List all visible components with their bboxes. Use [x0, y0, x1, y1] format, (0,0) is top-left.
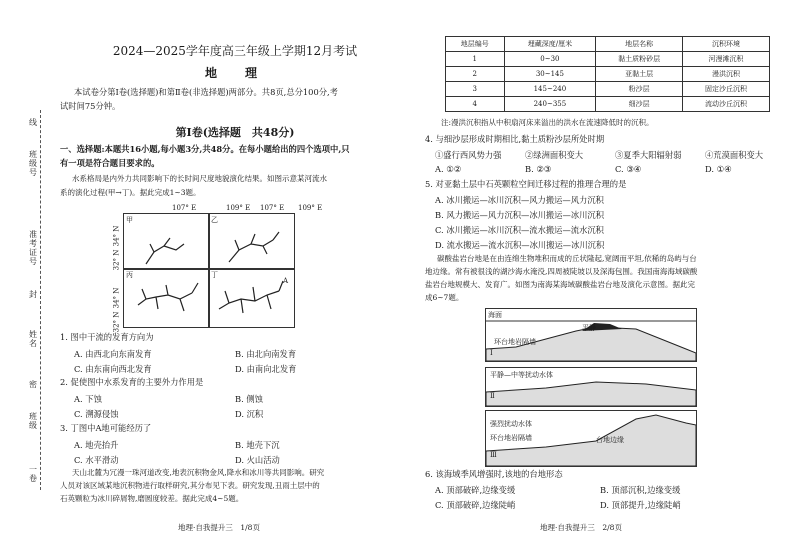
intro-line: 试时间75分钟。 [60, 101, 121, 111]
table-row [446, 97, 770, 112]
side-label: 班级号 [29, 150, 37, 177]
lon-label: 109° E [298, 204, 323, 212]
stage-number: Ⅰ [490, 349, 493, 357]
option-d[interactable]: D. 流水搬运—流水沉积—冰川搬运—冰川沉积 [435, 240, 605, 250]
left-page [60, 0, 410, 550]
table-header: 沉积环境 [683, 37, 770, 52]
map-panel-yi [208, 213, 295, 270]
passage-line: 盐岩台地规模大、发育广。如图为南海某海域碳酸盐岩台地及演化示意图。据此完 [425, 280, 695, 289]
river-sketch [124, 214, 209, 269]
map-panel-bing [123, 268, 210, 328]
map-panel-ding [208, 268, 295, 328]
table-cell: 2 [446, 67, 505, 82]
option-c[interactable]: C. 冰川搬运—冰川沉积—流水搬运—流水沉积 [435, 225, 604, 235]
calm-label: 平静 [582, 324, 596, 332]
option-d[interactable]: D. 沉积 [235, 409, 264, 419]
point-a-label: A [283, 277, 289, 285]
option-a[interactable]: A. 冰川搬运—冰川沉积—风力搬运—风力沉积 [435, 195, 604, 205]
statement-2: ②绿洲面积变大 [525, 150, 584, 160]
table-row [446, 82, 770, 97]
lat-label: 32° N [112, 249, 121, 271]
passage-line: 水系格局是内外力共同影响下的长时间尺度地貌演化结果。如图示意某河流水 [72, 174, 327, 183]
table-cell: 细沙层 [596, 97, 683, 112]
option-c[interactable]: C. ③④ [615, 164, 642, 174]
option-b[interactable]: B. ②③ [525, 164, 552, 174]
question-stem: 4. 与细沙层形成时期相比,黏土质粉沙层所处时期 [425, 134, 605, 144]
statement-1: ①盛行西风势力强 [435, 150, 502, 160]
table-header: 地层名称 [596, 37, 683, 52]
panel-label: 丙 [126, 271, 133, 279]
table-cell: 河漫滩沉积 [683, 52, 770, 67]
side-label: 封 [29, 290, 37, 299]
lon-label: 109° E [226, 204, 251, 212]
lon-label: 107° E [260, 204, 285, 212]
edge-label: 台地边缘 [596, 436, 624, 444]
exam-title: 2024—2025学年度高三年级上学期12月考试 [112, 44, 358, 58]
table-cell: 漫洪沉积 [683, 67, 770, 82]
river-sketch [209, 214, 294, 269]
panel-label: 乙 [211, 216, 218, 224]
map-panel-jia [123, 213, 210, 270]
diagram-panel-1 [485, 308, 697, 362]
statement-4: ④荒漠面积变大 [705, 150, 764, 160]
option-d[interactable]: D. 顶部提升,边缘陡峭 [600, 500, 681, 510]
river-sketch [209, 269, 294, 327]
statement-3: ③夏季大阳辐射弱 [615, 150, 682, 160]
table-cell: 0~30 [504, 52, 596, 67]
question-stem: 3. 丁图中A地可能经历了 [60, 423, 152, 433]
option-b[interactable]: B. 侧蚀 [235, 394, 263, 404]
table-cell: 1 [446, 52, 505, 67]
side-label: 班级 [29, 412, 37, 430]
table-cell: 亚黏土层 [596, 67, 683, 82]
passage-line: 系的演化过程(甲→丁)。据此完成1~3题。 [60, 188, 201, 197]
diagram-panel-3 [485, 410, 697, 467]
table-note: 注:漫洪沉积指从中积扇河床来溢出的洪水在流速降低时的沉积。 [441, 118, 654, 127]
table-cell: 流动沙丘沉积 [683, 97, 770, 112]
option-c[interactable]: C. 水平滑动 [74, 455, 119, 465]
side-label: 密 [29, 380, 37, 389]
lon-label: 107° E [172, 204, 197, 212]
page-footer: 地理·自我提升三 1/8页 [178, 523, 260, 532]
option-d[interactable]: D. ①④ [705, 164, 732, 174]
panel-label: 丁 [211, 271, 218, 279]
subject-title: 地 理 [204, 66, 265, 80]
table-row [446, 52, 770, 67]
option-a[interactable]: A. ①② [435, 164, 462, 174]
passage-line: 石英颗粒为冰川碎屑物,磨圆度较差。据此完成4~5题。 [60, 494, 244, 503]
table-cell: 30~145 [504, 67, 596, 82]
intro-line: 本试卷分第Ⅰ卷(选择题)和第Ⅱ卷(非选择题)两部分。共8页,总分100分,考 [74, 87, 338, 97]
table-row [446, 67, 770, 82]
sediment-table [445, 36, 770, 112]
table-cell: 145~240 [504, 82, 596, 97]
platform-stage-1 [486, 309, 696, 361]
option-b[interactable]: B. 风力搬运—风力沉积—冰川搬运—冰川沉积 [435, 210, 605, 220]
section-title: 第Ⅰ卷(选择题 共48分) [175, 126, 295, 139]
right-page [425, 0, 785, 550]
lat-label: 32° N [112, 311, 121, 333]
table-cell: 黏土质粉砂层 [596, 52, 683, 67]
reef-label: 环台地岩隔墙 [490, 434, 532, 442]
question-stem: 5. 对亚黏土层中石英颗粒空间迁移过程的推理合理的是 [425, 179, 627, 189]
side-label: 姓名 [29, 330, 37, 348]
passage-line: 天山北麓为冗漫一珠河道改变,地表沉积物金风,降水和冰川等共同影响。研究 [72, 468, 325, 477]
passage-line: 地边缘。常有被很浅的湖沙海水淹没,四周被陡坡以及深海包围。我国南海海域碳酸 [425, 267, 698, 276]
option-d[interactable]: D. 由南向北发育 [235, 364, 297, 374]
option-b[interactable]: B. 由北向南发育 [235, 349, 297, 359]
option-b[interactable]: B. 顶部沉积,边缘变缓 [600, 485, 681, 495]
table-cell: 固定沙丘沉积 [683, 82, 770, 97]
question-stem: 2. 促使图中水系发育的主要外力作用是 [60, 377, 204, 387]
option-a[interactable]: A. 地壳抬升 [74, 440, 119, 450]
option-a[interactable]: A. 由西北向东南发育 [74, 349, 152, 359]
page-footer: 地理·自我提升三 2/8页 [540, 523, 622, 532]
lat-label: 34° N [112, 225, 121, 247]
water-label: 平静—中等扰动水体 [490, 371, 553, 379]
passage-line: 成6~7题。 [425, 293, 464, 302]
passage-line: 人员对该区域某地沉积物进行取样研究,其分布见下表。研究发现,丑雨土层中的 [60, 481, 320, 490]
question-stem: 1. 图中干流的发育方向为 [60, 332, 154, 342]
passage-line: 碳酸盐岩台地是在由连绵生物堆积而成的丘状隆起,宽阔而平坦,依稀的岛屿与台 [437, 254, 697, 263]
option-c[interactable]: C. 溯源侵蚀 [74, 409, 119, 419]
table-cell: 粉沙层 [596, 82, 683, 97]
stage-number: Ⅱ [490, 392, 495, 400]
panel-label: 甲 [126, 216, 133, 224]
side-label: 准考证号 [29, 230, 37, 266]
option-a[interactable]: A. 顶部破碎,边缘变缓 [435, 485, 516, 495]
binding-line [40, 110, 41, 490]
question-stem: 6. 该海域季风增强时,该地的台地形态 [425, 469, 563, 479]
table-header: 埋藏深度/厘米 [504, 37, 596, 52]
strong-water-label: 强烈扰动水体 [490, 420, 532, 428]
table-header-row [446, 37, 770, 52]
table-cell: 3 [446, 82, 505, 97]
option-d[interactable]: D. 火山活动 [235, 455, 280, 465]
instruction-line: 一、选择题:本题共16小题,每小题3分,共48分。在每小题给出的四个选项中,只 [60, 144, 350, 154]
sea-surface-label: 海面 [488, 311, 502, 319]
option-c[interactable]: C. 顶部破碎,边缘陡峭 [435, 500, 516, 510]
table-header: 地层编号 [446, 37, 505, 52]
option-c[interactable]: C. 由东南向西北发育 [74, 364, 152, 374]
table-cell: 4 [446, 97, 505, 112]
table-cell: 240~355 [504, 97, 596, 112]
side-label: 线 [29, 118, 37, 127]
stage-number: Ⅲ [490, 451, 497, 459]
option-a[interactable]: A. 下蚀 [74, 394, 102, 404]
reef-label: 环台地岩隔墙 [494, 338, 536, 346]
option-b[interactable]: B. 地壳下沉 [235, 440, 280, 450]
instruction-line: 有一项是符合题目要求的。 [60, 158, 160, 168]
lat-label: 34° N [112, 287, 121, 309]
side-label: 一卷 [29, 465, 37, 483]
river-sketch [124, 269, 209, 327]
diagram-panel-2 [485, 367, 697, 407]
